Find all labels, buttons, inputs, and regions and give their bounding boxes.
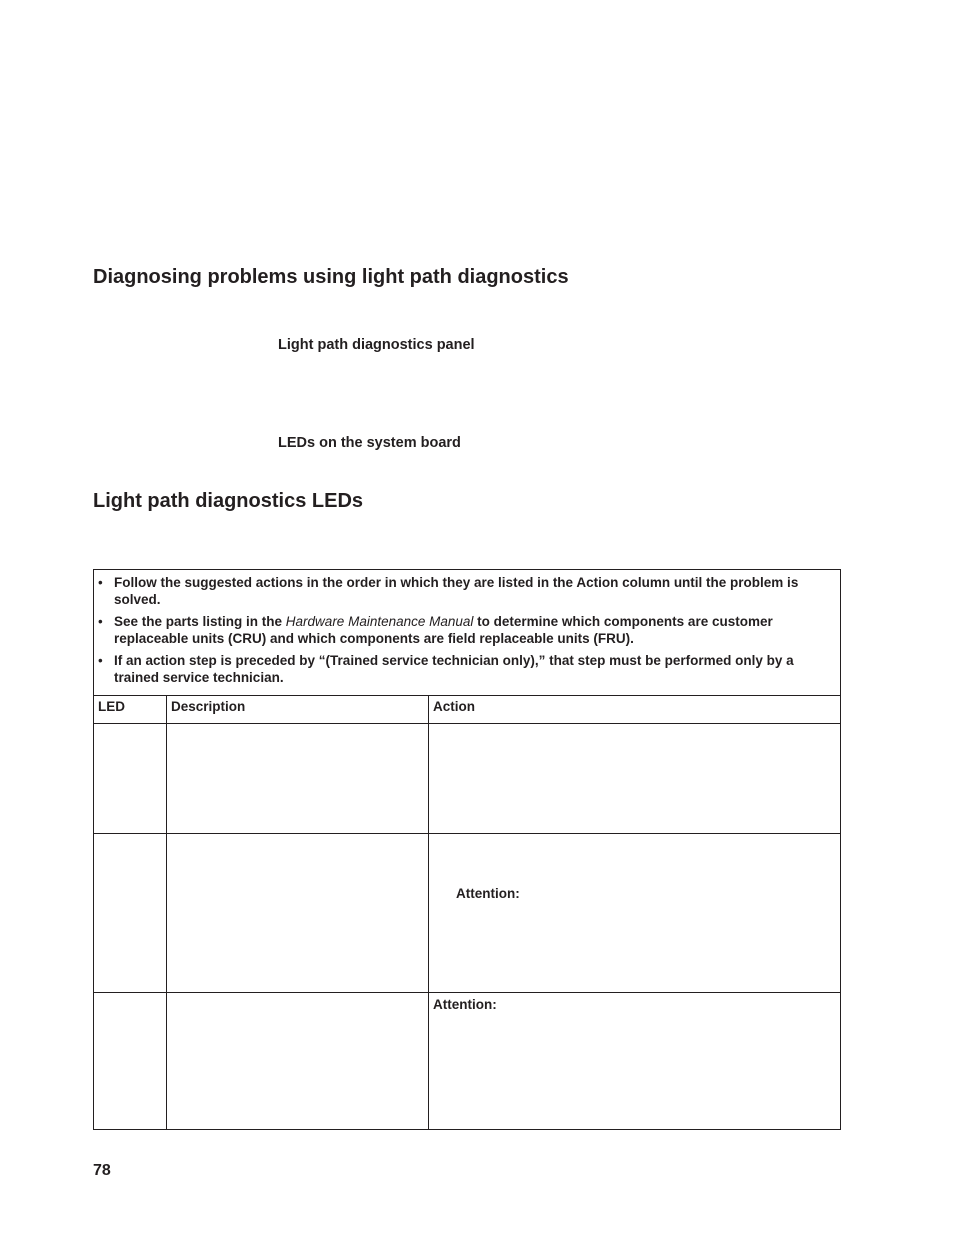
note-item xyxy=(98,574,834,608)
page-number: 78 xyxy=(93,1162,111,1179)
bullet-icon: • xyxy=(98,653,103,668)
action-cell xyxy=(429,834,841,993)
note-item xyxy=(98,652,834,686)
note-text: If an action step is preceded by “(Trained service technician only),” that step must be performed only by a trained service technician. xyxy=(114,653,794,685)
table-row xyxy=(94,993,841,1130)
manual-title: Hardware Maintenance Manual xyxy=(285,614,474,629)
leds-heading: Light path diagnostics LEDs xyxy=(93,490,364,512)
note-text-after: to determine which components are customer replaceable units (CRU) and which components are field replaceable units (FRU). xyxy=(114,614,773,646)
led-cell xyxy=(94,724,167,834)
led-cell xyxy=(94,834,167,993)
attention-label: Attention: xyxy=(456,886,520,901)
bullet-icon: • xyxy=(98,575,103,590)
table-header-row xyxy=(94,696,841,724)
description-cell xyxy=(167,993,429,1130)
column-header-description: Description xyxy=(167,696,429,724)
description-cell xyxy=(167,724,429,834)
bullet-icon: • xyxy=(98,614,103,629)
note-text: Follow the suggested actions in the order in which they are listed in the Action column until the problem is solved. xyxy=(114,575,799,607)
action-cell xyxy=(429,993,841,1130)
table-row xyxy=(94,724,841,834)
table-row xyxy=(94,834,841,993)
note-item xyxy=(98,613,834,647)
subheading-system-board: LEDs on the system board xyxy=(278,435,461,451)
section-heading: Diagnosing problems using light path diagnostics xyxy=(93,266,569,288)
action-cell xyxy=(429,724,841,834)
note-text-before: See the parts listing in the xyxy=(114,614,286,629)
notes-cell xyxy=(94,570,841,696)
notes-row xyxy=(94,570,841,696)
led-cell xyxy=(94,993,167,1130)
column-header-action: Action xyxy=(429,696,841,724)
description-cell xyxy=(167,834,429,993)
column-header-led: LED xyxy=(94,696,167,724)
subheading-panel: Light path diagnostics panel xyxy=(278,337,475,353)
notes-list xyxy=(98,574,834,686)
attention-label: Attention: xyxy=(433,997,497,1012)
led-table xyxy=(93,569,841,1130)
